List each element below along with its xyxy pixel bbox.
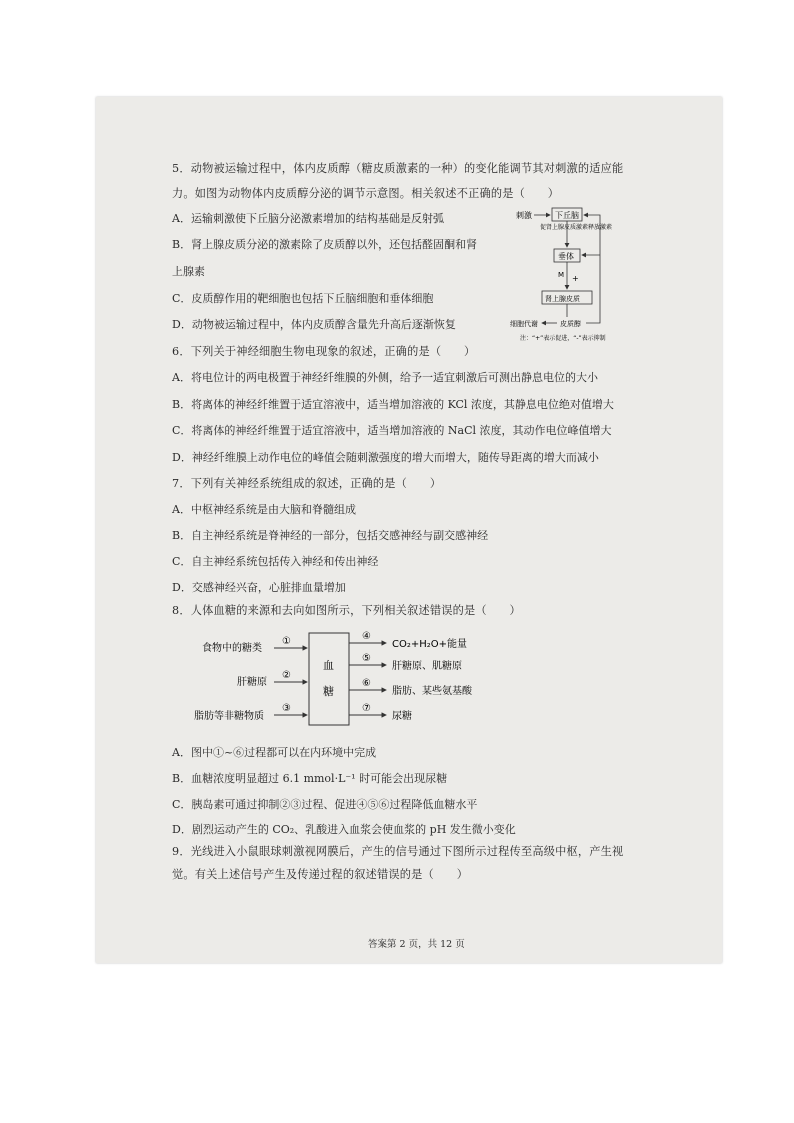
q5-option-a: A．运输刺激使下丘脑分泌激素增加的结构基础是反射弧 <box>172 212 444 225</box>
process-1: ① <box>282 636 291 647</box>
process-6: ⑥ <box>362 678 371 689</box>
dest-glycogen: 肝糖原、肌糖原 <box>392 661 462 672</box>
q7-option-d: D．交感神经兴奋，心脏排血量增加 <box>172 581 346 594</box>
m-label: M <box>558 271 565 279</box>
diagram-note: 注：“+”表示促进，“-”表示抑制 <box>520 335 606 342</box>
source-non-sugar: 脂肪等非糖物质 <box>194 711 264 722</box>
q6-option-d: D．神经纤维膜上动作电位的峰值会随刺激强度的增大而增大，随传导距离的增大而减小 <box>172 451 599 464</box>
process-3: ③ <box>282 703 291 714</box>
q8-stem: 8．人体血糖的来源和去向如图所示，下列相关叙述错误的是（ ） <box>172 604 521 617</box>
adrenal-cortex-label: 肾上腺皮质 <box>545 295 580 303</box>
q8-option-d: D．剧烈运动产生的 CO₂、乳酸进入血浆会使血浆的 pH 发生微小变化 <box>172 823 516 836</box>
source-food-carbs: 食物中的糖类 <box>202 643 262 654</box>
blood-glucose-diagram <box>194 629 524 729</box>
q7-option-a: A．中枢神经系统是由大脑和脊髓组成 <box>172 503 356 516</box>
q6-stem: 6．下列关于神经细胞生物电现象的叙述，正确的是（ ） <box>172 345 476 358</box>
q5-option-d: D．动物被运输过程中，体内皮质醇含量先升高后逐渐恢复 <box>172 318 456 331</box>
q8-option-a: A．图中①~⑥过程都可以在内环境中完成 <box>172 746 377 759</box>
q5-line1: 5．动物被运输过程中，体内皮质醇（糖皮质激素的一种）的变化能调节其对刺激的适应能 <box>172 162 624 175</box>
hypothalamus-label: 下丘脑 <box>555 211 579 220</box>
process-5: ⑤ <box>362 653 371 664</box>
q9-line1: 9．光线进入小鼠眼球刺激视网膜后，产生的信号通过下图所示过程传至高级中枢，产生视 <box>172 845 624 858</box>
q6-option-b: B．将离体的神经纤维置于适宜溶液中，适当增加溶液的 KCl 浓度，其静息电位绝对值增大 <box>172 398 614 411</box>
exam-page <box>96 97 722 963</box>
plus-label: + <box>572 274 579 283</box>
dest-fat-amino: 脂肪、某些氨基酸 <box>392 686 472 697</box>
q7-option-b: B．自主神经系统是脊神经的一部分，包括交感神经与副交感神经 <box>172 529 489 542</box>
q5-option-b-line1: B．肾上腺皮质分泌的激素除了皮质醇以外，还包括醛固酮和肾 <box>172 238 478 251</box>
q9-line2: 觉。有关上述信号产生及传递过程的叙述错误的是（ ） <box>172 868 469 881</box>
q5-option-c: C．皮质醇作用的靶细胞也包括下丘脑细胞和垂体细胞 <box>172 292 434 305</box>
dest-energy: CO₂+H₂O+能量 <box>392 639 468 650</box>
page-footer: 答案第 2 页，共 12 页 <box>368 939 465 950</box>
q7-option-c: C．自主神经系统包括传入神经和传出神经 <box>172 555 379 568</box>
releasing-hormone-label: 促肾上腺皮质激素释放激素 <box>540 224 613 231</box>
q6-option-a: A．将电位计的两电极置于神经纤维膜的外侧，给予一适宜刺激后可测出静息电位的大小 <box>172 371 598 384</box>
q7-stem: 7．下列有关神经系统组成的叙述，正确的是（ ） <box>172 477 442 490</box>
pituitary-label: 垂体 <box>558 252 574 261</box>
cortisol-regulation-diagram <box>510 205 720 347</box>
cell-metabolism-label: 细胞代谢 <box>510 320 538 328</box>
dest-urine-sugar: 尿糖 <box>392 711 412 722</box>
process-4: ④ <box>362 631 371 642</box>
source-liver-glycogen: 肝糖原 <box>237 677 267 688</box>
q5-option-b-line2: 上腺素 <box>172 265 205 278</box>
box-char-2: 糖 <box>323 685 334 698</box>
process-2: ② <box>282 670 291 681</box>
q8-option-c: C．胰岛素可通过抑制②③过程、促进④⑤⑥过程降低血糖水平 <box>172 798 478 811</box>
blood-glucose-box <box>309 633 349 725</box>
box-char-1: 血 <box>323 659 334 672</box>
stimulus-label: 刺激 <box>516 211 532 220</box>
q8-option-b: B．血糖浓度明显超过 6.1 mmol·L⁻¹ 时可能会出现尿糖 <box>172 772 448 785</box>
q5-line2: 力。如图为动物体内皮质醇分泌的调节示意图。相关叙述不正确的是（ ） <box>172 187 560 200</box>
q6-option-c: C．将离体的神经纤维置于适宜溶液中，适当增加溶液的 NaCl 浓度，其动作电位峰值增大 <box>172 424 612 437</box>
cortisol-label: 皮质醇 <box>560 320 581 328</box>
process-7: ⑦ <box>362 703 371 714</box>
